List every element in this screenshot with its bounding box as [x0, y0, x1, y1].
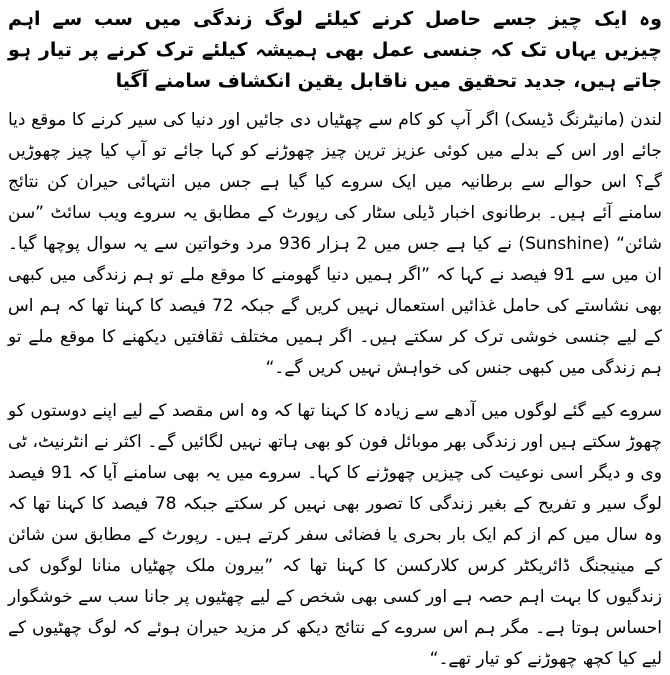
article-headline: وہ ایک چیز جسے حاصل کرنے کیلئے لوگ زندگی میں سب سے اہم چیزیں یہاں تک کہ جنسی عمل بھی ہمیشہ کیلئے ترک کرنے پر تیار ہو جاتے ہیں، جدید تحقیق میں ناقابل یقین انکشاف سامنے آگیا [8, 8, 662, 92]
article-paragraph-1: لندن (مانیٹرنگ ڈیسک) اگر آپ کو کام سے چھٹیاں دی جائیں اور دنیا کی سیر کرنے کا موقع دیا جائے اور اس کے بدلے میں کوئی عزیز ترین چیز چھوڑنے کو کہا جائے تو آپ کیا چیز چھوڑیں گے؟ اس حوالے سے برطانیہ میں ایک سروے کیا گیا ہے جس میں انتہائی حیران کن نتائج سامنے آئے ہیں۔ برطانوی اخبار ڈیلی سٹار کی رپورٹ کے مطابق یہ سروے ویب سائٹ ”سن شائن“ (Sunshine) نے کیا ہے جس میں 2 ہزار 936 مرد وخواتین سے یہ سوال پوچھا گیا۔ ان میں سے 91 فیصد نے کہا کہ ”اگر ہمیں دنیا گھومنے کا موقع ملے تو ہم زندگی میں کبھی بھی نشاستے کی حامل غذائیں استعمال نہیں کریں گے جبکہ 72 فیصد کا کہنا تھا کہ ہم اس کے لیے جنسی خوشی ترک کر سکتے ہیں۔ اگر ہمیں مختلف ثقافتیں دیکھنے کا موقع ملے تو ہم زندگی میں کبھی جنس کی خواہش نہیں کریں گے۔“ [8, 110, 663, 378]
article-paragraph-2: سروے کیے گئے لوگوں میں آدھے سے زیادہ کا کہنا تھا کہ وہ اس مقصد کے لیے اپنے دوستوں کو چھوڑ سکتے ہیں اور زندگی بھر موبائل فون کو بھی ہاتھ نہیں لگائیں گے۔ اکثر نے انٹرنیٹ، ٹی وی و دیگر اسی نوعیت کی چیزیں چھوڑنے کا کہا۔ سروے میں یہ بھی سامنے آیا کہ 91 فیصد لوگ سیر و تفریح کے بغیر زندگی کا تصور بھی نہیں کر سکتے جبکہ 78 فیصد کا کہنا تھا کہ وہ سال میں کم از کم ایک بار بحری یا فضائی سفر کرتے ہیں۔ رپورٹ کے مطابق سن شائن کے مینیجنگ ڈائریکٹر کرس کلارکسن کا کہنا تھا کہ ”بیرون ملک چھٹیاں منانا لوگوں کی زندگیوں کا بہت اہم حصہ ہے اور کسی بھی شخص کے لیے چھٹیوں پر جانا سب سے خوشگوار احساس ہوتا ہے۔ مگر ہم اس سروے کے نتائج دیکھ کر مزید حیران ہوئے کہ لوگ چھٹیوں کے لیے کیا کچھ چھوڑنے کو تیار تھے۔“ [8, 401, 663, 669]
